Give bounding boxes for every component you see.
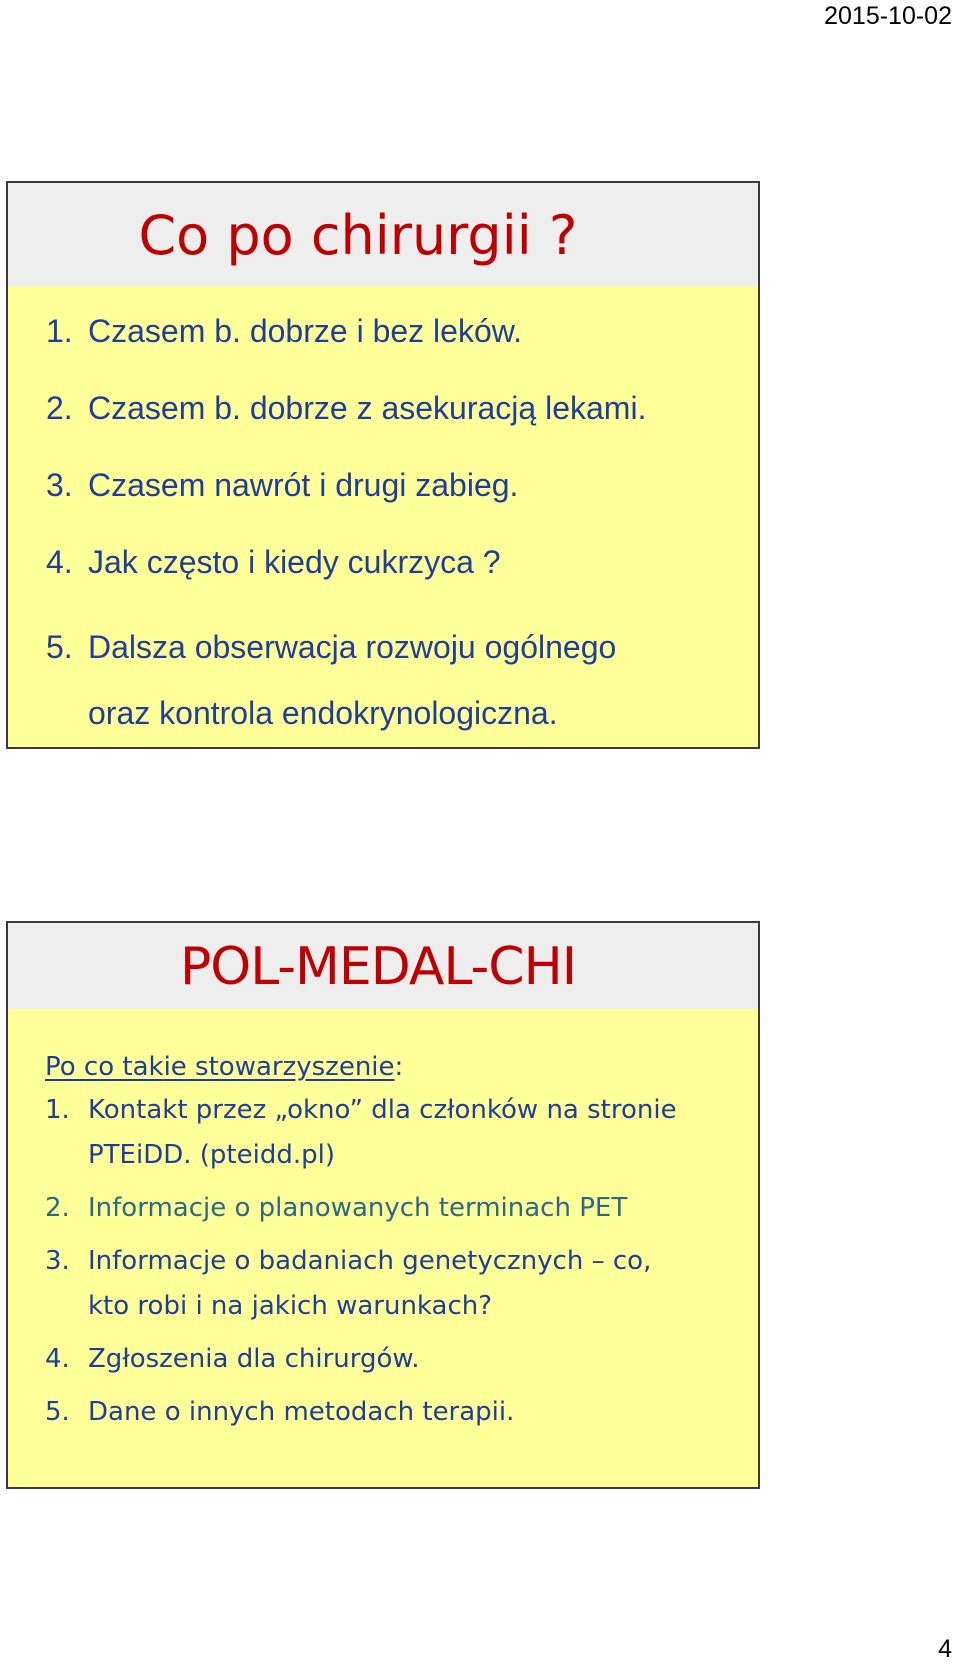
page-number: 4: [938, 1635, 952, 1663]
slide-1-title: Co po chirurgii ?: [8, 183, 758, 286]
slide-2-title: POL-MEDAL-CHI: [8, 923, 758, 1009]
list-item-text: Informacje o badaniach genetycznych – co,: [88, 1246, 652, 1276]
list-item-number: 4.: [45, 1344, 70, 1374]
list-item-text: Jak często i kiedy cukrzyca ?: [88, 544, 501, 580]
list-item-text: Czasem nawrót i drugi zabieg.: [88, 467, 519, 503]
slide-1-list: [8, 286, 758, 746]
list-item-number: 5.: [45, 1397, 70, 1427]
list-item-number: 1.: [46, 313, 73, 349]
list-item-number: 3.: [46, 467, 73, 503]
list-item-text: Zgłoszenia dla chirurgów.: [88, 1344, 420, 1374]
list-item-text: Czasem b. dobrze i bez leków.: [88, 313, 522, 349]
list-item: [8, 306, 758, 383]
list-item-number: 5.: [46, 629, 73, 665]
list-item-text: Kontakt przez „okno” dla członków na stronie: [88, 1095, 677, 1125]
list-item: [8, 383, 758, 460]
list-item: [8, 460, 758, 537]
list-item-number: 2.: [45, 1193, 70, 1223]
list-item: [8, 1239, 758, 1329]
list-item-text-continued: kto robi i na jakich warunkach?: [88, 1291, 493, 1321]
subtitle-underlined-text: Po co takie stowarzyszenie: [45, 1052, 395, 1082]
list-item: [8, 537, 758, 614]
list-item-text: Dane o innych metodach terapii.: [88, 1397, 515, 1427]
list-item: [8, 1337, 758, 1382]
list-item-text-continued: PTEiDD. (pteidd.pl): [88, 1140, 335, 1170]
date-label: 2015-10-02: [824, 2, 952, 30]
slide-2-body: [8, 1052, 758, 1435]
slide-1-body: [8, 286, 758, 746]
subtitle-colon: :: [394, 1052, 404, 1082]
list-item-text-continued: oraz kontrola endokrynologiczna.: [88, 695, 558, 731]
list-item-number: 1.: [45, 1095, 70, 1125]
list-item: [8, 614, 758, 746]
list-item-text: Dalsza obserwacja rozwoju ogólnego: [88, 629, 617, 665]
list-item-number: 3.: [45, 1246, 70, 1276]
list-item: [8, 1088, 758, 1178]
list-item: [8, 1186, 758, 1231]
list-item-text: Informacje o planowanych terminach PET: [88, 1193, 628, 1223]
list-item-text: Czasem b. dobrze z asekuracją lekami.: [88, 390, 647, 426]
slide-2-subtitle: [45, 1052, 758, 1082]
slide-pol-medal-chi: [6, 921, 760, 1489]
slide-2-list: [8, 1088, 758, 1435]
list-item-number: 2.: [46, 390, 73, 426]
list-item: [8, 1390, 758, 1435]
list-item-number: 4.: [46, 544, 73, 580]
slide-co-po-chirurgii: [6, 181, 760, 749]
